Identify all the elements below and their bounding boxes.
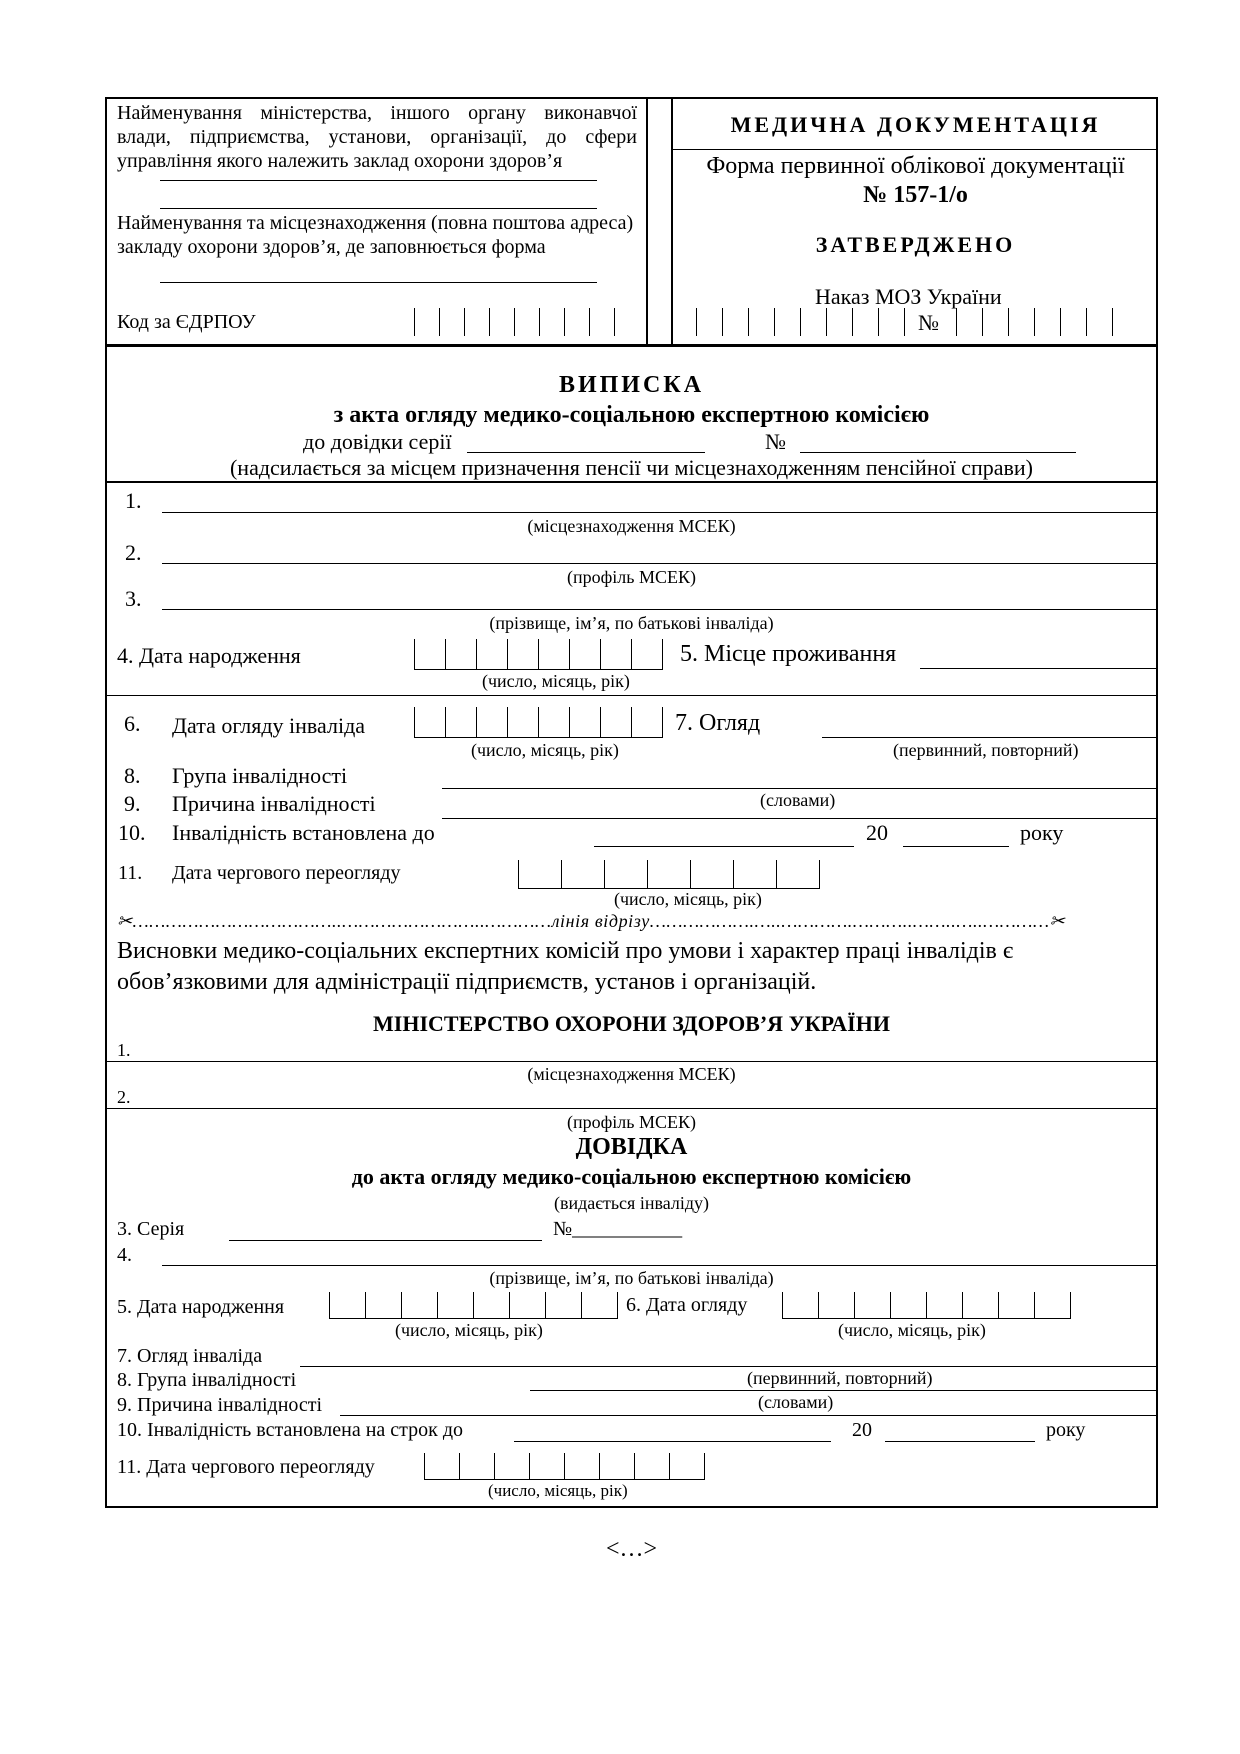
- form-number: № 157-1/о: [863, 182, 968, 208]
- exam-type-label: 7. Огляд: [675, 710, 761, 736]
- reexam-date-cells[interactable]: [518, 860, 820, 889]
- item-6-number: 6.: [124, 711, 141, 736]
- full-name-field[interactable]: [162, 609, 1158, 610]
- residence-label: 5. Місце проживання: [680, 641, 897, 667]
- cut-line: ✂………………………………..……………………..…………лінія відрізу……………….…..………….………..……..…..…………✂: [117, 911, 1066, 931]
- cert-exam-field[interactable]: [300, 1366, 1158, 1367]
- exam-date-label: Дата огляду інваліда: [172, 713, 366, 738]
- cert-number-label[interactable]: №___________: [553, 1218, 683, 1240]
- cert-cause-field[interactable]: [340, 1415, 1158, 1416]
- item-3-number: 3.: [125, 586, 142, 611]
- cert-exam-label: 7. Огляд інваліда: [117, 1345, 263, 1367]
- order-number-sign: №: [918, 310, 939, 335]
- cert-msek-profile-rule: [105, 1108, 1158, 1109]
- extract-section-rule: [105, 695, 1158, 696]
- full-name-hint: (прізвище, ім’я, по батькові інваліда): [489, 613, 774, 633]
- disability-until-label: Інвалідність встановлена до: [172, 820, 435, 845]
- exam-date-cells[interactable]: [414, 707, 663, 738]
- group-label: Група інвалідності: [172, 763, 348, 788]
- exam-date-hint: (число, місяць, рік): [471, 740, 619, 760]
- cert-until-field[interactable]: [514, 1441, 831, 1442]
- cert-birth-date-label: 5. Дата народження: [117, 1296, 285, 1318]
- cert-reexam-label: 11. Дата чергового переогляду: [117, 1456, 375, 1478]
- cause-field[interactable]: [442, 818, 1158, 819]
- birth-date-label: 4. Дата народження: [117, 643, 301, 668]
- cert-series-field[interactable]: [229, 1240, 542, 1241]
- item-11-number: 11.: [118, 862, 143, 884]
- cert-msek-location-rule: [105, 1061, 1158, 1062]
- item-10-number: 10.: [118, 820, 146, 845]
- year-suffix: року: [1020, 820, 1064, 845]
- cert-msek-location-hint: (місцезнаходження МСЕК): [527, 1064, 736, 1084]
- medical-documentation-title: МЕДИЧНА ДОКУМЕНТАЦІЯ: [730, 112, 1101, 137]
- disability-until-field[interactable]: [594, 846, 854, 847]
- cert-year-suffix: року: [1046, 1419, 1086, 1441]
- certificate-title: ДОВІДКА: [575, 1134, 688, 1160]
- right-header-rule: [671, 149, 1158, 150]
- order-number-cells[interactable]: [956, 308, 1113, 336]
- residence-field[interactable]: [920, 668, 1158, 669]
- certificate-subtitle: до акта огляду медико-соціальною експертною комісією: [351, 1164, 912, 1189]
- cause-label: Причина інвалідності: [172, 791, 376, 816]
- extract-header-rule: [105, 481, 1158, 483]
- cert-year-field[interactable]: [885, 1441, 1035, 1442]
- exam-type-field[interactable]: [822, 737, 1158, 738]
- cert-exam-date-cells[interactable]: [782, 1292, 1071, 1319]
- extract-number-field[interactable]: [800, 452, 1076, 453]
- extract-number-sign: №: [765, 429, 786, 454]
- extract-series-field[interactable]: [467, 452, 705, 453]
- edrpou-label: Код за ЄДРПОУ: [117, 311, 256, 333]
- form-type-text: Форма первинної облікової документації: [706, 153, 1125, 179]
- moz-order-label: Наказ МОЗ України: [815, 284, 1002, 309]
- exam-type-hint: (первинний, повторний): [893, 740, 1079, 760]
- msek-location-hint: (місцезнаходження МСЕК): [527, 516, 736, 536]
- header-bottom-rule: [105, 344, 1158, 347]
- cert-reexam-date-hint: (число, місяць, рік): [488, 1481, 628, 1500]
- year-field[interactable]: [903, 846, 1009, 847]
- cert-series-label: 3. Серія: [117, 1218, 185, 1240]
- item-1-number: 1.: [125, 488, 142, 513]
- cert-birth-date-cells[interactable]: [329, 1292, 618, 1319]
- cert-exam-date-hint: (число, місяць, рік): [838, 1320, 986, 1340]
- conclusion-text: Висновки медико-соціальних експертних комісій про умови і характер праці інвалідів є обов’язковими для адміністрації підприємств, установ і організацій.: [117, 938, 1014, 995]
- facility-name-hint: Найменування та місцезнаходження (повна поштова адреса) закладу охорони здоров’я, де заповнюється форма: [117, 212, 634, 258]
- year-prefix: 20: [866, 820, 888, 845]
- extract-title: ВИПИСКА: [558, 372, 705, 398]
- ministry-name-field[interactable]: [160, 180, 597, 181]
- item-8-number: 8.: [124, 763, 141, 788]
- cert-group-label: 8. Група інвалідності: [117, 1369, 297, 1391]
- cert-item-1-number: 1.: [117, 1040, 131, 1060]
- ministry-name-hint: Найменування міністерства, іншого органу виконавчої влади, підприємства, установи, організації, до сфери управління якого належить заклад охорони здоров’я: [117, 102, 637, 172]
- header-divider-left: [646, 97, 648, 346]
- cert-exam-hint: (первинний, повторний): [747, 1368, 933, 1388]
- cert-year-prefix: 20: [852, 1419, 872, 1441]
- extract-series-label: до довідки серії: [303, 429, 452, 454]
- cause-words-hint: (словами): [760, 790, 836, 810]
- order-date-cells[interactable]: [696, 308, 905, 336]
- item-2-number: 2.: [125, 540, 142, 565]
- ministry-title: МІНІСТЕРСТВО ОХОРОНИ ЗДОРОВ’Я УКРАЇНИ: [373, 1011, 890, 1036]
- edrpou-code-cells[interactable]: [414, 308, 615, 336]
- item-9-number: 9.: [124, 791, 141, 816]
- cert-birth-date-hint: (число, місяць, рік): [395, 1320, 543, 1340]
- birth-date-hint: (число, місяць, рік): [482, 671, 630, 691]
- extract-note: (надсилається за місцем призначення пенсії чи місцезнаходженням пенсійної справи): [229, 455, 1033, 480]
- msek-profile-hint: (профіль МСЕК): [567, 567, 696, 587]
- ministry-name-field-2[interactable]: [160, 208, 597, 209]
- certificate-issued-note: (видається інваліду): [553, 1193, 710, 1213]
- cert-until-label: 10. Інвалідність встановлена на строк до: [117, 1419, 464, 1441]
- approved-label: ЗАТВЕРДЖЕНО: [815, 232, 1016, 257]
- msek-location-field[interactable]: [162, 512, 1158, 513]
- reexam-label: Дата чергового переогляду: [172, 862, 401, 884]
- continuation-mark: <…>: [605, 1536, 658, 1562]
- cert-full-name-hint: (прізвище, ім’я, по батькові інваліда): [489, 1268, 774, 1288]
- reexam-date-hint: (число, місяць, рік): [614, 889, 762, 909]
- cert-msek-profile-hint: (профіль МСЕК): [567, 1112, 696, 1132]
- cert-item-4-number: 4.: [117, 1244, 132, 1266]
- facility-name-field[interactable]: [160, 282, 597, 283]
- birth-date-cells[interactable]: [414, 639, 663, 670]
- cert-exam-date-label: 6. Дата огляду: [626, 1294, 748, 1316]
- cert-words-hint: (словами): [758, 1392, 834, 1412]
- msek-profile-field[interactable]: [162, 563, 1158, 564]
- extract-subtitle: з акта огляду медико-соціальною експертною комісією: [333, 402, 930, 428]
- cert-item-2-number: 2.: [117, 1087, 131, 1107]
- group-field[interactable]: [442, 788, 1158, 789]
- cert-reexam-date-cells[interactable]: [424, 1453, 705, 1480]
- cert-group-field[interactable]: [530, 1390, 1158, 1391]
- cert-full-name-field[interactable]: [162, 1265, 1158, 1266]
- cert-cause-label: 9. Причина інвалідності: [117, 1394, 323, 1416]
